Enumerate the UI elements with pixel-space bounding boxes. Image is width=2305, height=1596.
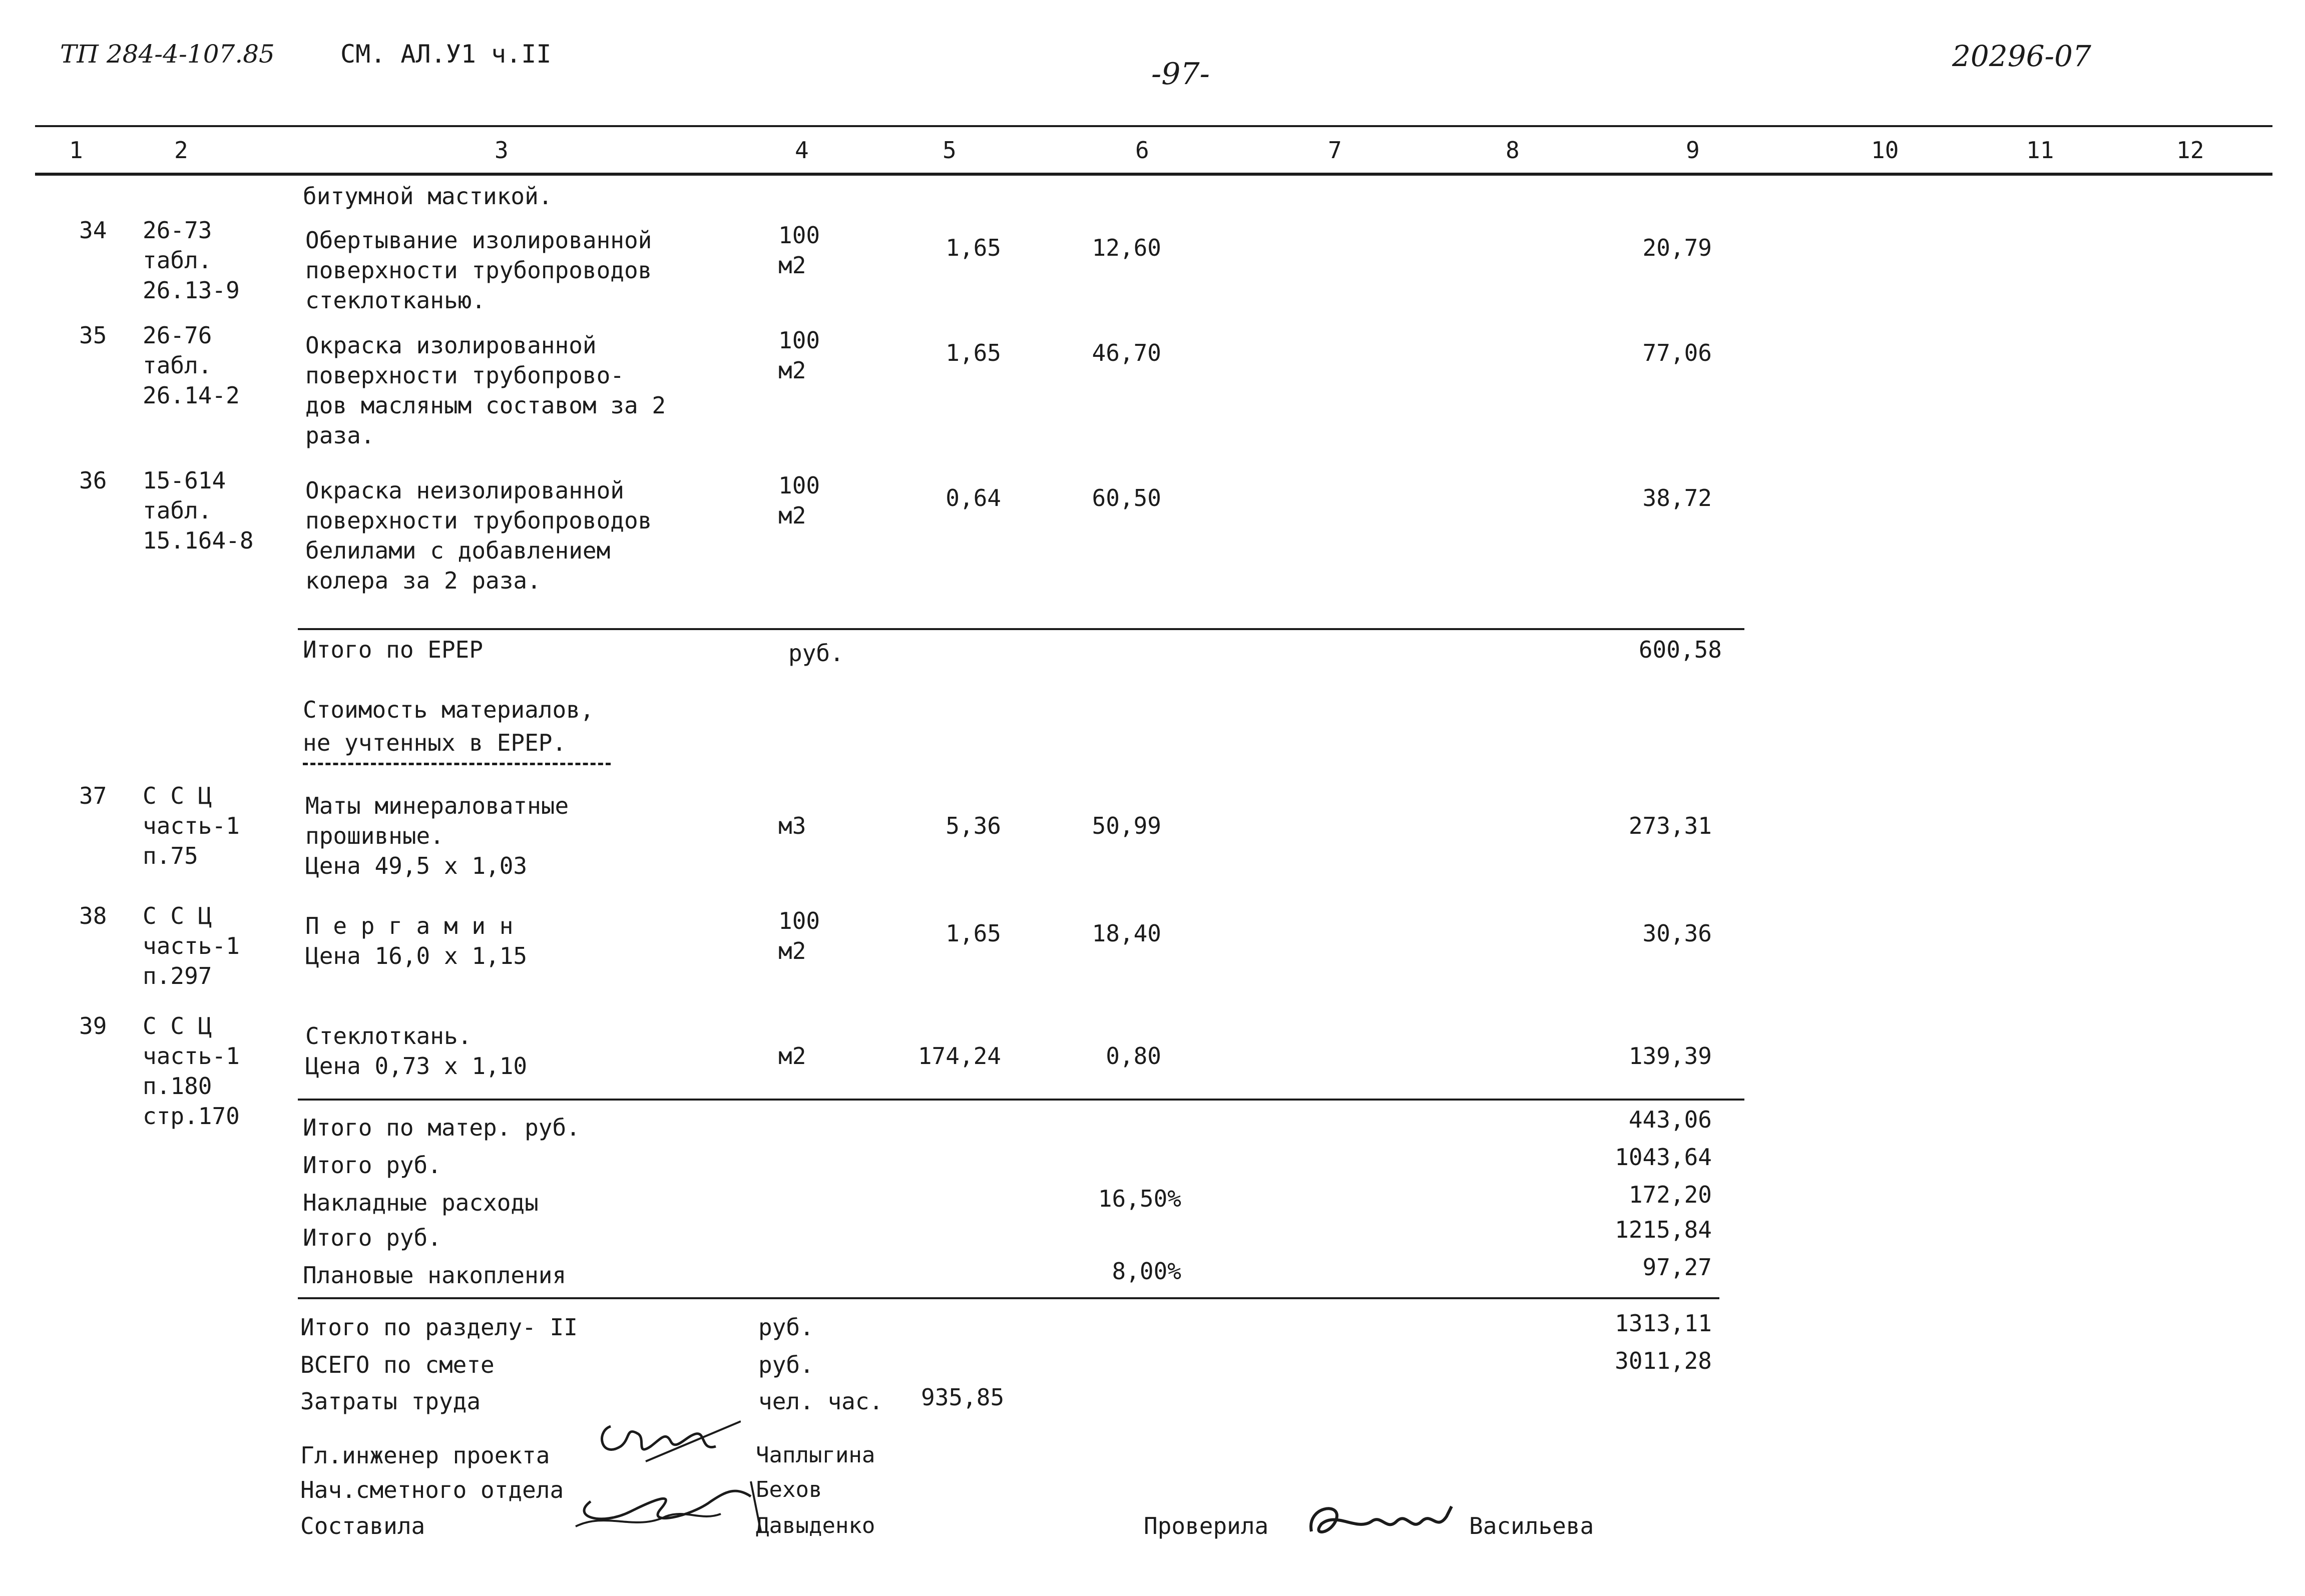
checked-label: Проверила — [1144, 1512, 1269, 1539]
works-row-price: 60,50 — [1092, 484, 1161, 511]
column-number-8: 8 — [1506, 137, 1520, 164]
works-row-code-line: 26-73 — [143, 217, 212, 244]
material-row-price: 0,80 — [1106, 1042, 1161, 1070]
material-row-quantity: 174,24 — [917, 1042, 1001, 1070]
header-bottom-rule — [35, 173, 2272, 176]
material-row-number: 38 — [79, 902, 107, 929]
subtotal-rule — [298, 628, 1744, 630]
material-row-description-line: Цена 0,73 х 1,10 — [305, 1052, 528, 1080]
works-row-number: 34 — [79, 217, 107, 244]
works-row-code-line: табл. — [143, 247, 212, 274]
works-row-code-line: 15-614 — [143, 467, 226, 494]
works-row-number: 35 — [79, 322, 107, 349]
material-row-number: 39 — [79, 1012, 107, 1039]
totals-label: Накладные расходы — [303, 1189, 539, 1216]
material-row-description-line: прошивные. — [305, 822, 444, 849]
material-row-number: 37 — [79, 782, 107, 809]
works-row-code-line: табл. — [143, 352, 212, 379]
final-value: 3011,28 — [1615, 1347, 1712, 1374]
material-row-quantity: 1,65 — [946, 920, 1001, 947]
works-row-code-line: 26-76 — [143, 322, 212, 349]
works-row-code-line: 26.13-9 — [143, 277, 240, 304]
page-number: -97- — [1151, 57, 1210, 92]
works-row-description-line: раза. — [305, 422, 375, 449]
final-label: Итого по разделу- II — [300, 1314, 578, 1341]
estimates-head-label: Нач.сметного отдела — [300, 1476, 564, 1503]
carry-line: битумной мастикой. — [303, 183, 553, 210]
column-number-10: 10 — [1871, 137, 1899, 164]
column-number-12: 12 — [2176, 137, 2204, 164]
material-row-description-line: Цена 16,0 х 1,15 — [305, 942, 528, 969]
totals-label: Плановые накопления — [303, 1262, 567, 1289]
totals-value: 97,27 — [1642, 1254, 1712, 1281]
column-number-7: 7 — [1328, 137, 1342, 164]
column-number-6: 6 — [1135, 137, 1149, 164]
works-row-code-line: табл. — [143, 497, 212, 524]
works-row-quantity: 1,65 — [946, 234, 1001, 261]
works-row-unit: 100 — [778, 327, 820, 354]
totals-label: Итого руб. — [303, 1152, 441, 1179]
material-row-unit: м2 — [778, 1042, 806, 1070]
material-row-description-line: Маты минераловатные — [305, 792, 569, 819]
works-row-description-line: поверхности трубопрово- — [305, 362, 624, 389]
totals-value: 1215,84 — [1615, 1216, 1712, 1243]
works-row-unit: 100 — [778, 222, 820, 249]
final-quantity: 935,85 — [921, 1384, 1005, 1411]
column-number-2: 2 — [174, 137, 188, 164]
materials-heading-line2: не учтенных в ЕРЕР. — [303, 729, 567, 756]
works-row-description-line: поверхности трубопроводов — [305, 507, 652, 534]
final-unit: руб. — [758, 1351, 814, 1378]
estimates-head-name: Бехов — [756, 1477, 822, 1502]
works-row-number: 36 — [79, 467, 107, 494]
totals-value: 172,20 — [1628, 1181, 1712, 1208]
works-row-total: 20,79 — [1642, 234, 1712, 261]
totals-label: Итого по матер. руб. — [303, 1114, 580, 1141]
checked-name: Васильева — [1469, 1512, 1594, 1539]
material-row-code-line: часть-1 — [143, 932, 240, 959]
column-number-4: 4 — [795, 137, 809, 164]
tp-code: ТП 284-4-107.85 — [60, 40, 275, 69]
works-row-price: 12,60 — [1092, 234, 1161, 261]
totals-percent: 16,50% — [1098, 1185, 1181, 1212]
material-row-total: 139,39 — [1628, 1042, 1712, 1070]
header-top-rule — [35, 125, 2272, 127]
subtotal-erer-unit: руб. — [788, 640, 844, 667]
material-row-code-line: п.75 — [143, 842, 198, 869]
materials-total-rule — [298, 1099, 1744, 1101]
totals-label: Итого руб. — [303, 1224, 441, 1251]
works-row-code-line: 15.164-8 — [143, 527, 254, 554]
works-row-total: 77,06 — [1642, 339, 1712, 366]
works-row-description-line: Обертывание изолированной — [305, 227, 652, 254]
works-row-description-line: дов масляным составом за 2 — [305, 392, 666, 419]
material-row-price: 50,99 — [1092, 812, 1161, 839]
material-row-code-line: часть-1 — [143, 812, 240, 839]
material-row-unit: м2 — [778, 937, 806, 964]
totals-value: 1043,64 — [1615, 1144, 1712, 1171]
final-label: ВСЕГО по смете — [300, 1351, 495, 1378]
material-row-total: 30,36 — [1642, 920, 1712, 947]
chief-engineer-name: Чаплыгина — [756, 1442, 875, 1468]
subtotal-erer-value: 600,58 — [1638, 636, 1722, 663]
column-number-9: 9 — [1686, 137, 1700, 164]
works-row-unit: м2 — [778, 502, 806, 529]
material-row-unit: 100 — [778, 907, 820, 934]
works-row-total: 38,72 — [1642, 484, 1712, 511]
material-row-code-line: п.297 — [143, 962, 212, 989]
works-row-description-line: стеклотканью. — [305, 287, 486, 314]
final-label: Затраты труда — [300, 1388, 481, 1415]
checker-signature — [1301, 1496, 1462, 1551]
chief-engineer-label: Гл.инженер проекта — [300, 1442, 550, 1469]
works-row-description-line: белилами с добавлением — [305, 537, 611, 564]
works-row-description-line: поверхности трубопроводов — [305, 257, 652, 284]
works-row-unit: м2 — [778, 252, 806, 279]
works-row-description-line: Окраска неизолированной — [305, 477, 624, 504]
material-row-code-line: С С Ц — [143, 1012, 212, 1039]
author-label: Составила — [300, 1512, 425, 1539]
document-number: 20296-07 — [1952, 39, 2091, 73]
works-row-quantity: 0,64 — [946, 484, 1001, 511]
works-row-unit: м2 — [778, 357, 806, 384]
column-number-11: 11 — [2026, 137, 2054, 164]
material-row-quantity: 5,36 — [946, 812, 1001, 839]
works-row-description-line: Окраска изолированной — [305, 332, 597, 359]
material-row-price: 18,40 — [1092, 920, 1161, 947]
works-row-description-line: колера за 2 раза. — [305, 567, 541, 594]
material-row-unit: м3 — [778, 812, 806, 839]
section-total-rule — [298, 1297, 1719, 1299]
totals-value: 443,06 — [1628, 1106, 1712, 1133]
column-number-1: 1 — [69, 137, 83, 164]
column-number-5: 5 — [943, 137, 957, 164]
material-row-code-line: п.180 — [143, 1073, 212, 1100]
materials-heading-dashes — [303, 763, 611, 765]
material-row-description-line: Стеклоткань. — [305, 1022, 472, 1049]
album-ref: СМ. АЛ.У1 ч.II — [340, 40, 552, 69]
material-row-code-line: стр.170 — [143, 1103, 240, 1130]
works-row-price: 46,70 — [1092, 339, 1161, 366]
material-row-description-line: П е р г а м и н — [305, 912, 514, 939]
subtotal-erer-label: Итого по ЕРЕР — [303, 636, 484, 663]
material-row-code-line: С С Ц — [143, 902, 212, 929]
works-row-quantity: 1,65 — [946, 339, 1001, 366]
material-row-code-line: часть-1 — [143, 1042, 240, 1070]
works-row-unit: 100 — [778, 472, 820, 499]
final-unit: руб. — [758, 1314, 814, 1341]
final-value: 1313,11 — [1615, 1310, 1712, 1337]
final-unit: чел. час. — [758, 1388, 883, 1415]
totals-percent: 8,00% — [1112, 1258, 1181, 1285]
estimates-head-signature — [561, 1461, 771, 1536]
author-name: Давыденко — [756, 1513, 875, 1538]
material-row-description-line: Цена 49,5 х 1,03 — [305, 852, 528, 879]
column-number-3: 3 — [495, 137, 509, 164]
materials-heading-line1: Стоимость материалов, — [303, 696, 594, 723]
material-row-code-line: С С Ц — [143, 782, 212, 809]
works-row-code-line: 26.14-2 — [143, 382, 240, 409]
material-row-total: 273,31 — [1628, 812, 1712, 839]
